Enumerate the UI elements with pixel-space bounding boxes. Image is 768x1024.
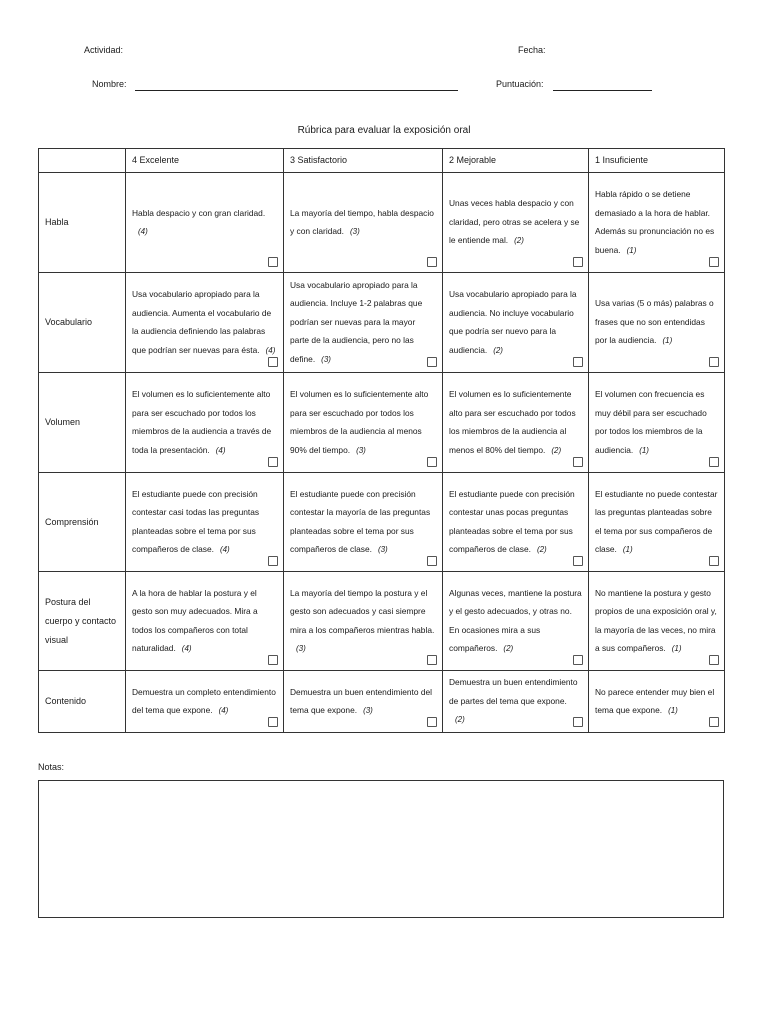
score-checkbox[interactable] (427, 556, 437, 566)
score-checkbox[interactable] (268, 357, 278, 367)
score-value: (2) (455, 715, 465, 725)
column-header (39, 149, 126, 173)
rubric-cell (126, 572, 284, 671)
score-checkbox[interactable] (427, 357, 437, 367)
rubric-cell (284, 273, 443, 373)
score-value: (1) (626, 245, 637, 255)
rubric-cell (443, 671, 589, 733)
rubric-cell (443, 273, 589, 373)
table-row (39, 572, 725, 671)
actividad-label: Actividad: (84, 45, 124, 55)
score-value: (4) (218, 706, 229, 715)
descriptor-text: El estudiante puede con precisión contestar casi todas las preguntas planteadas sobre el tema por sus compañeros de clase. (132, 488, 260, 554)
descriptor-text: No parece entender muy bien el tema que expone. (595, 686, 715, 715)
score-value: (3) (321, 354, 331, 364)
fecha-label: Fecha: (518, 45, 546, 55)
criterion-label: Volumen (39, 373, 126, 473)
score-checkbox[interactable] (268, 556, 278, 566)
score-value: (1) (671, 644, 682, 653)
column-header: 1 Insuficiente (589, 149, 725, 173)
score-value: (4) (219, 545, 230, 554)
score-checkbox[interactable] (573, 717, 583, 727)
score-checkbox[interactable] (709, 556, 719, 566)
table-row (39, 373, 725, 473)
criterion-label: Postura del cuerpo y contacto visual (39, 572, 126, 671)
table-row (39, 473, 725, 572)
score-value: (3) (296, 644, 306, 653)
rubric-cell (443, 572, 589, 671)
score-value: (2) (551, 445, 562, 455)
descriptor-text: Unas veces habla despacio y con claridad, pero otras se acelera y se le entiende mal. (449, 198, 580, 246)
descriptor-text: El volumen es lo suficientemente alto para ser escuchado por todos los miembros de la audiencia a través de toda la presentación. (132, 389, 272, 455)
nombre-field[interactable] (135, 90, 458, 91)
column-header: 4 Excelente (126, 149, 284, 173)
descriptor-text: El estudiante no puede contestar las preguntas planteadas sobre el tema por sus compañeros de clase. (595, 488, 718, 554)
descriptor-text: El estudiante puede con precisión contestar unas pocas preguntas planteadas sobre el tema por sus compañeros de clase. (449, 488, 575, 554)
puntuacion-label: Puntuación: (496, 79, 544, 89)
table-row (39, 173, 725, 273)
header-row (39, 149, 725, 173)
rubric-cell (126, 671, 284, 733)
nombre-label: Nombre: (92, 79, 127, 89)
score-value: (3) (350, 227, 360, 236)
score-value: (3) (363, 706, 373, 715)
descriptor-text: El volumen con frecuencia es muy débil para ser escuchado por todos los miembros de la audiencia. (595, 389, 707, 455)
score-checkbox[interactable] (268, 257, 278, 267)
score-value: (2) (503, 644, 514, 653)
score-checkbox[interactable] (709, 655, 719, 665)
descriptor-text: El volumen es lo suficientemente alto para ser escuchado por todos los miembros de la audiencia al menos 90% del tiempo. (290, 389, 429, 455)
score-value: (1) (668, 706, 678, 715)
score-checkbox[interactable] (709, 257, 719, 267)
descriptor-text: Habla rápido o se detiene demasiado a la hora de hablar. Además su pronunciación no es buena. (595, 189, 715, 255)
score-value: (3) (356, 445, 366, 455)
score-checkbox[interactable] (573, 556, 583, 566)
criterion-label: Habla (39, 173, 126, 273)
rubric-cell (589, 572, 725, 671)
rubric-cell (589, 273, 725, 373)
rubric-cell (126, 273, 284, 373)
descriptor-text: Demuestra un buen entendimiento del tema que expone. (290, 686, 433, 715)
notes-box[interactable] (38, 780, 724, 918)
score-value: (4) (138, 227, 148, 236)
rubric-cell (126, 373, 284, 473)
descriptor-text: El estudiante puede con precisión contestar la mayoría de las preguntas planteadas sobre el tema por sus compañeros de clase. (290, 488, 431, 554)
score-value: (1) (622, 545, 633, 554)
rubric-cell (284, 373, 443, 473)
rubric-cell (126, 173, 284, 273)
score-value: (4) (215, 445, 226, 455)
score-checkbox[interactable] (268, 717, 278, 727)
column-header: 3 Satisfactorio (284, 149, 443, 173)
score-value: (1) (662, 336, 673, 346)
rubric-table (38, 148, 725, 733)
score-value: (3) (377, 545, 388, 554)
score-checkbox[interactable] (573, 257, 583, 267)
score-checkbox[interactable] (427, 257, 437, 267)
descriptor-text: Demuestra un buen entendimiento de partes del tema que expone. (449, 677, 578, 706)
score-checkbox[interactable] (427, 457, 437, 467)
rubric-cell (443, 373, 589, 473)
descriptor-text: Algunas veces, mantiene la postura y el gesto adecuados, y otras no. En ocasiones mira a sus compañeros. (449, 587, 582, 653)
table-row (39, 671, 725, 733)
descriptor-text: La mayoría del tiempo la postura y el gesto son adecuados y casi siempre mira a los compañeros mientras habla. (290, 587, 435, 635)
descriptor-text: Habla despacio y con gran claridad. (132, 207, 266, 218)
score-value: (4) (265, 345, 276, 355)
descriptor-text: El volumen es lo suficientemente alto para ser escuchado por todos los miembros de la audiencia al menos el 80% del tiempo. (449, 389, 576, 455)
puntuacion-field[interactable] (553, 90, 652, 91)
rubric-cell (284, 671, 443, 733)
rubric-cell (589, 173, 725, 273)
column-header: 2 Mejorable (443, 149, 589, 173)
rubric-cell (284, 473, 443, 572)
score-checkbox[interactable] (573, 357, 583, 367)
rubric-cell (126, 473, 284, 572)
rubric-cell (589, 671, 725, 733)
descriptor-text: Demuestra un completo entendimiento del tema que expone. (132, 686, 276, 715)
notes-label: Notas: (38, 762, 65, 772)
criterion-label: Contenido (39, 671, 126, 733)
score-checkbox[interactable] (573, 457, 583, 467)
score-value: (4) (181, 644, 192, 653)
rubric-cell (443, 473, 589, 572)
score-value: (2) (514, 236, 524, 246)
score-checkbox[interactable] (573, 655, 583, 665)
score-value: (2) (493, 345, 503, 355)
rubric-cell (589, 473, 725, 572)
criterion-label: Comprensión (39, 473, 126, 572)
descriptor-text: Usa varias (5 o más) palabras o frases que no son entendidas por la audiencia. (595, 298, 714, 346)
score-checkbox[interactable] (709, 717, 719, 727)
criterion-label: Vocabulario (39, 273, 126, 373)
descriptor-text: No mantiene la postura y gesto propios de una exposición oral y, la mayoría de las veces, no mira a sus compañeros. (595, 587, 717, 653)
descriptor-text: Usa vocabulario apropiado para la audiencia. Aumenta el vocabulario de la audiencia definiendo las palabras que podrían ser nuevas para ésta. (132, 289, 272, 355)
descriptor-text: La mayoría del tiempo, habla despacio y con claridad. (290, 207, 434, 236)
rubric-cell (443, 173, 589, 273)
rubric-cell (589, 373, 725, 473)
score-checkbox[interactable] (709, 357, 719, 367)
score-checkbox[interactable] (427, 717, 437, 727)
rubric-title: Rúbrica para evaluar la exposición oral (297, 125, 471, 136)
rubric-cell (284, 173, 443, 273)
descriptor-text: Usa vocabulario apropiado para la audiencia. No incluye vocabulario que podría ser nuevo para la audiencia. (449, 289, 577, 355)
score-checkbox[interactable] (427, 655, 437, 665)
table-row (39, 273, 725, 373)
score-checkbox[interactable] (709, 457, 719, 467)
descriptor-text: Usa vocabulario apropiado para la audiencia. Incluye 1-2 palabras que podrían ser nuevas para la mayor parte de la audiencia, pero no las define. (290, 279, 423, 364)
score-checkbox[interactable] (268, 655, 278, 665)
rubric-cell (284, 572, 443, 671)
score-value: (2) (536, 545, 547, 554)
descriptor-text: A la hora de hablar la postura y el gesto son muy adecuados. Mira a todos los compañeros con total naturalidad. (132, 587, 258, 653)
score-value: (1) (639, 445, 649, 455)
score-checkbox[interactable] (268, 457, 278, 467)
